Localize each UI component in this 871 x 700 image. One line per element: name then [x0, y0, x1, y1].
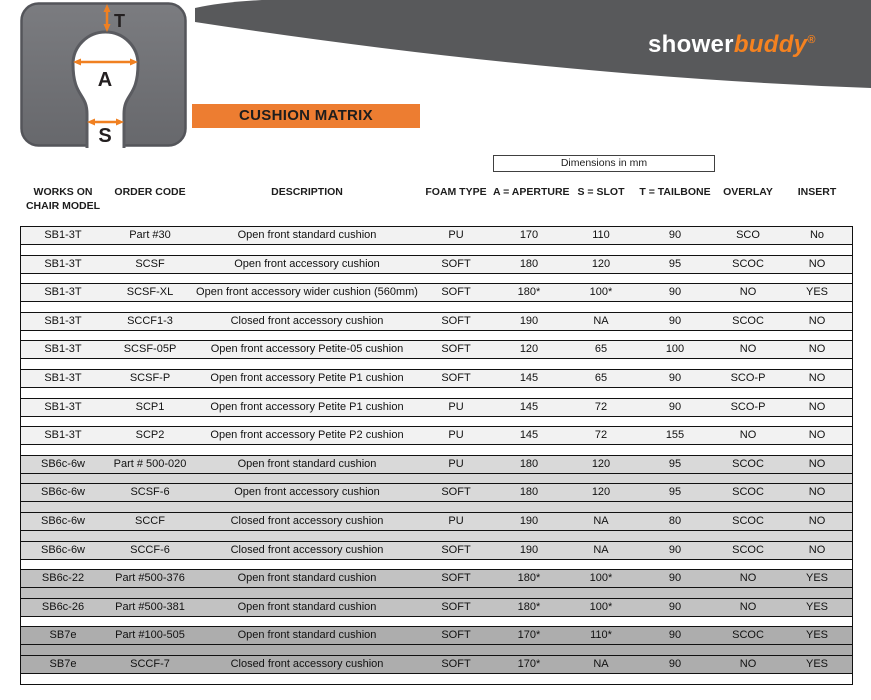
table-cell: 120	[519, 343, 539, 356]
table-cell: SB6c-26	[41, 600, 85, 613]
table-cell: 170*	[517, 657, 541, 670]
table-cell: SCSF-05P	[123, 343, 177, 356]
table-cell: 155	[665, 429, 685, 442]
row-gap	[21, 417, 852, 427]
table-cell: 145	[519, 429, 539, 442]
row-gap	[21, 645, 852, 655]
page-title: CUSHION MATRIX	[192, 104, 420, 128]
table-row	[21, 455, 852, 474]
table-cell: Open front accessory Petite P1 cushion	[210, 371, 404, 384]
column-header-line1: WORKS ON	[33, 186, 93, 198]
row-gap	[21, 274, 852, 284]
column-header-order-code: ORDER CODE	[114, 186, 186, 198]
table-cell: PU	[448, 229, 464, 241]
table-cell: Closed front accessory cushion	[230, 514, 384, 527]
table-cell: 100	[665, 343, 685, 356]
table-cell: Part #100-505	[115, 629, 185, 642]
table-cell: Open front standard cushion	[237, 600, 377, 613]
table-cell: 180	[519, 486, 539, 499]
table-cell: SCSF	[135, 257, 165, 270]
table-cell: SB6c-6w	[40, 514, 86, 527]
row-gap	[21, 560, 852, 570]
table-cell: SOFT	[441, 314, 471, 327]
table-cell: Open front accessory wider cushion (560mm)	[196, 286, 418, 299]
table-cell: PU	[448, 400, 464, 413]
table-cell: 90	[668, 229, 682, 241]
table-row	[21, 283, 852, 302]
aperture-label: A	[97, 69, 113, 91]
table-cell: 95	[668, 486, 682, 499]
column-header-tailbone: T = TAILBONE	[639, 186, 711, 198]
table-cell: SCP2	[135, 429, 165, 442]
table-cell: 100*	[589, 600, 613, 613]
table-cell: SCO-P	[730, 371, 766, 384]
table-cell: 190	[519, 314, 539, 327]
table-cell: SCOC	[732, 457, 764, 470]
table-cell: Part #500-381	[115, 600, 185, 613]
table-cell: SOFT	[441, 257, 471, 270]
table-cell: YES	[805, 286, 828, 299]
table-cell: SB1-3T	[44, 229, 82, 241]
row-gap	[21, 302, 852, 312]
table-cell: SB1-3T	[44, 286, 82, 299]
table-cell: 110*	[590, 629, 612, 642]
row-gap	[21, 388, 852, 398]
column-header-chair-model	[21, 186, 105, 213]
table-cell: SCOC	[732, 543, 764, 556]
table-row	[21, 340, 852, 359]
table-cell: SCCF-7	[130, 657, 170, 670]
table-cell: SCOC	[732, 257, 764, 270]
table-cell: Open front standard cushion	[237, 572, 377, 585]
table-cell: 190	[519, 543, 539, 556]
table-cell: SB1-3T	[44, 343, 82, 356]
table-cell: 180*	[517, 572, 541, 585]
table-cell: Open front accessory cushion	[234, 257, 380, 270]
cushion-diagram	[20, 2, 188, 150]
table-cell: SCP1	[135, 400, 165, 413]
table-cell: 90	[668, 629, 682, 642]
table-cell: Open front standard cushion	[237, 457, 377, 470]
table-cell: NA	[593, 314, 609, 327]
table-cell: SB1-3T	[44, 400, 82, 413]
table-cell: SOFT	[441, 543, 471, 556]
slot-label: S	[98, 125, 112, 147]
table-cell: SOFT	[441, 343, 471, 356]
table-cell: SCOC	[732, 314, 764, 327]
table-cell: SOFT	[441, 657, 471, 670]
dimensions-note: Dimensions in mm	[493, 155, 715, 172]
logo-text-buddy: buddy	[733, 31, 808, 58]
table-header	[21, 186, 851, 213]
table-cell: 65	[594, 371, 608, 384]
table-cell: 145	[519, 400, 539, 413]
table-cell: SB1-3T	[44, 314, 82, 327]
table-cell: NO	[739, 286, 757, 299]
table-cell: SCSF-XL	[126, 286, 174, 299]
table-cell: 95	[668, 457, 682, 470]
column-header-slot: S = SLOT	[577, 186, 625, 198]
table-cell: PU	[448, 457, 464, 470]
table-cell: SB6c-6w	[40, 486, 86, 499]
table-cell: 145	[519, 371, 539, 384]
table-cell: 120	[591, 457, 611, 470]
table-cell: SB7e	[49, 657, 77, 670]
table-cell: SOFT	[441, 486, 471, 499]
table-cell: 95	[668, 257, 682, 270]
table-cell: Open front accessory Petite-05 cushion	[210, 343, 404, 356]
table-cell: 65	[594, 343, 608, 356]
row-gap	[21, 474, 852, 484]
row-gap	[21, 588, 852, 598]
table-row	[21, 312, 852, 331]
table-cell: SOFT	[441, 629, 471, 642]
column-header-insert: INSERT	[797, 186, 837, 198]
table-row	[21, 512, 852, 531]
table-cell: 90	[668, 572, 682, 585]
column-header-overlay: OVERLAY	[723, 186, 773, 198]
table-cell: NO	[808, 514, 826, 527]
table-cell: SOFT	[441, 286, 471, 299]
table-cell: NO	[808, 371, 826, 384]
table-cell: Open front standard cushion	[237, 229, 377, 241]
table-cell: NO	[808, 457, 826, 470]
table-cell: 180*	[517, 286, 541, 299]
table-cell: Closed front accessory cushion	[230, 543, 384, 556]
table-cell: 180	[519, 257, 539, 270]
table-cell: SB1-3T	[44, 257, 82, 270]
table-cell: NO	[739, 343, 757, 356]
registered-mark: ®	[807, 34, 816, 46]
table-cell: NA	[593, 514, 609, 527]
table-cell: Closed front accessory cushion	[230, 314, 384, 327]
table-cell: PU	[448, 514, 464, 527]
table-cell: SCOC	[732, 486, 764, 499]
table-cell: SOFT	[441, 371, 471, 384]
table-cell: 120	[591, 257, 611, 270]
table-cell: NO	[808, 429, 826, 442]
table-cell: 90	[668, 600, 682, 613]
table-row	[21, 369, 852, 388]
table-row	[21, 398, 852, 417]
table-cell: NO	[808, 543, 826, 556]
table-cell: 170	[519, 229, 539, 241]
table-cell: 90	[668, 543, 682, 556]
column-header-aperture: A = APERTURE	[493, 186, 570, 198]
table-cell: Open front accessory cushion	[234, 486, 380, 499]
row-gap	[21, 359, 852, 369]
table-cell: 90	[668, 286, 682, 299]
table-cell: NO	[739, 600, 757, 613]
table-cell: 190	[519, 514, 539, 527]
table-cell: NO	[808, 314, 826, 327]
table-cell: 100*	[589, 572, 613, 585]
table-cell: SCSF-P	[129, 371, 171, 384]
table-cell: 100*	[589, 286, 613, 299]
table-cell: NA	[593, 543, 609, 556]
table-cell: YES	[805, 572, 828, 585]
tailbone-label: T	[114, 11, 125, 31]
table-cell: 72	[594, 429, 608, 442]
table-cell: NO	[739, 429, 757, 442]
table-cell: 180	[519, 457, 539, 470]
table-row	[21, 483, 852, 502]
table-cell: PU	[448, 429, 464, 442]
table-cell: SCSF-6	[130, 486, 170, 499]
column-header-description: DESCRIPTION	[271, 186, 343, 198]
table-cell: 90	[668, 314, 682, 327]
table-row	[21, 541, 852, 560]
brand-logo	[648, 31, 816, 59]
row-gap	[21, 502, 852, 512]
table-row	[21, 569, 852, 588]
table-cell: 110	[592, 229, 610, 241]
table-cell: NO	[808, 343, 826, 356]
table-row	[21, 426, 852, 445]
table-cell: Open front standard cushion	[237, 629, 377, 642]
table-cell: 72	[594, 400, 608, 413]
column-header-foam-type: FOAM TYPE	[425, 186, 487, 198]
table-cell: Part #30	[129, 229, 171, 241]
table-cell: SB6c-6w	[40, 457, 86, 470]
row-gap	[21, 531, 852, 541]
table-cell: NO	[739, 657, 757, 670]
table-cell: SCO	[736, 229, 760, 241]
table-cell: Closed front accessory cushion	[230, 657, 384, 670]
row-gap	[21, 445, 852, 455]
table-cell: YES	[805, 629, 828, 642]
column-header-line2: CHAIR MODEL	[25, 199, 101, 212]
table-cell: SB6c-6w	[40, 543, 86, 556]
table-cell: 170*	[517, 629, 541, 642]
table-cell: SB6c-22	[41, 572, 85, 585]
table-cell: SCCF	[135, 514, 165, 527]
table-row	[21, 255, 852, 274]
table-cell: 90	[668, 400, 682, 413]
row-gap	[21, 617, 852, 627]
table-cell: 80	[668, 514, 682, 527]
table-cell: NO	[808, 257, 826, 270]
table-cell: No	[809, 229, 825, 241]
table-row	[21, 226, 852, 245]
table-cell: NA	[593, 657, 609, 670]
table-cell: NO	[739, 572, 757, 585]
table-cell: NO	[808, 400, 826, 413]
table-cell: SOFT	[441, 600, 471, 613]
table-cell: YES	[805, 600, 828, 613]
table-cell: 90	[668, 371, 682, 384]
row-gap	[21, 331, 852, 341]
table-cell: SB1-3T	[44, 371, 82, 384]
table-cell: 120	[591, 486, 611, 499]
table-cell: Part # 500-020	[113, 457, 187, 470]
table-cell: Open front accessory Petite P2 cushion	[210, 429, 404, 442]
row-gap	[21, 674, 852, 684]
row-gap	[21, 245, 852, 255]
table-cell: SCOC	[732, 514, 764, 527]
table-row	[21, 655, 852, 674]
table-row	[21, 598, 852, 617]
table-cell: 180*	[517, 600, 541, 613]
table-cell: NO	[808, 486, 826, 499]
table-row	[21, 626, 852, 645]
table-cell: SCCF-6	[130, 543, 170, 556]
table-cell: SOFT	[441, 572, 471, 585]
table-cell: SCCF1-3	[127, 314, 173, 327]
cushion-table	[20, 226, 853, 685]
table-cell: SCO-P	[730, 400, 766, 413]
table-cell: SCOC	[732, 629, 764, 642]
table-cell: SB7e	[49, 629, 77, 642]
table-cell: SB1-3T	[44, 429, 82, 442]
table-cell: 90	[668, 657, 682, 670]
logo-text-shower: shower	[648, 31, 734, 58]
table-cell: YES	[805, 657, 828, 670]
table-cell: Part #500-376	[115, 572, 185, 585]
table-cell: Open front accessory Petite P1 cushion	[210, 400, 404, 413]
